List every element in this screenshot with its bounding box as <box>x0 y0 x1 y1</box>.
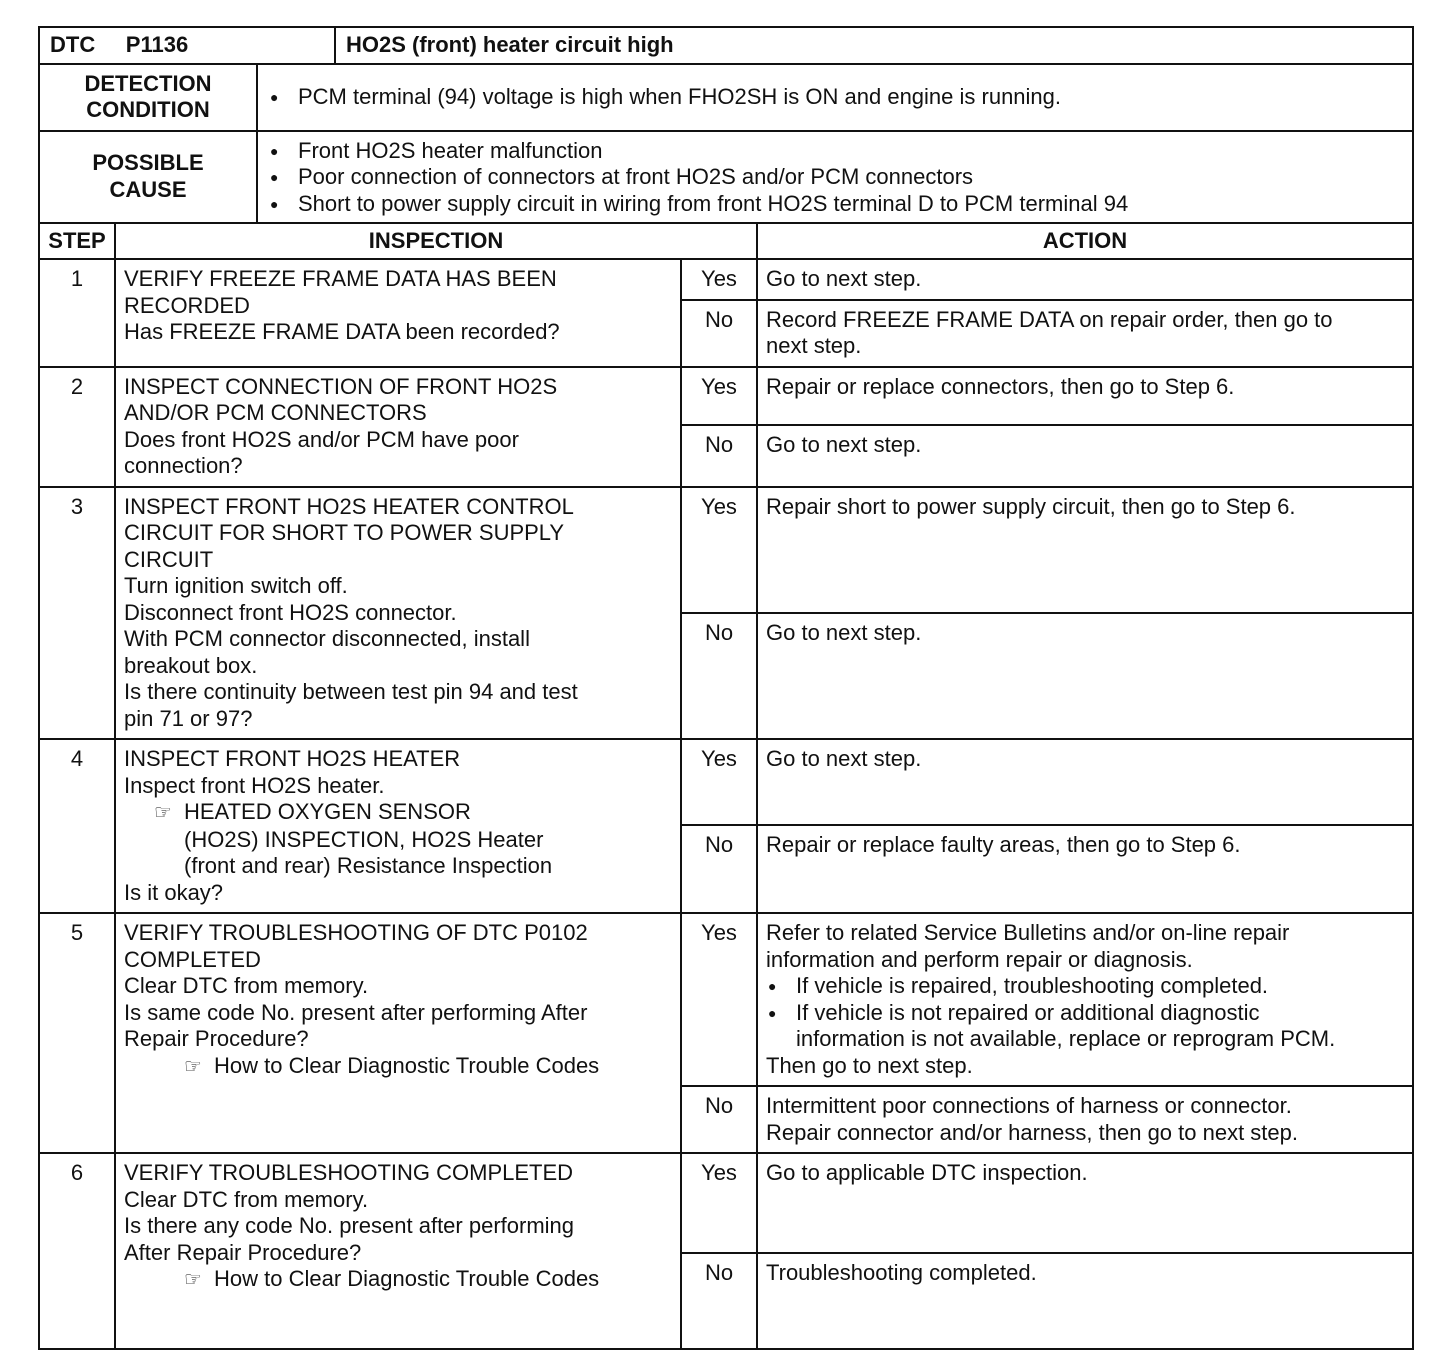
header-table <box>38 26 1414 65</box>
detection-text: ● PCM terminal (94) voltage is high when FHO2SH is ON and engine is running. <box>266 84 1404 111</box>
yes-action: Refer to related Service Bulletins and/or on-line repair information and perform repair or diagnosis. ● If vehicle is repaired, troubleshooting completed. ● If vehicle is not repaired or additional diagnostic information is not available, replace or reprogram PCM. Then go to next step. <box>757 913 1413 1086</box>
condition-table <box>38 63 1414 224</box>
dtc-code: P1136 <box>125 32 189 57</box>
yes-action: Repair short to power supply circuit, then go to Step 6. <box>757 487 1413 613</box>
no-action: Repair or replace faulty areas, then go to Step 6. <box>757 825 1413 913</box>
yes-label: Yes <box>681 739 757 825</box>
action-column-header: ACTION <box>757 223 1413 260</box>
reference-link[interactable]: How to Clear Diagnostic Trouble Codes <box>214 1052 600 1078</box>
yes-label: Yes <box>681 1153 757 1253</box>
no-action: Record FREEZE FRAME DATA on repair order, then go to next step. <box>757 300 1413 367</box>
no-label: No <box>681 1253 757 1349</box>
action-bullet: ● If vehicle is repaired, troubleshooting completed. <box>766 973 1404 1000</box>
yes-label: Yes <box>681 913 757 1086</box>
action-bullet: ● If vehicle is not repaired or additional diagnostic information is not available, replace or reprogram PCM. <box>766 1000 1404 1053</box>
step-inspection: INSPECT CONNECTION OF FRONT HO2S AND/OR PCM CONNECTORS Does front HO2S and/or PCM have poor connection? <box>115 367 681 487</box>
step-inspection: INSPECT FRONT HO2S HEATER CONTROL CIRCUIT FOR SHORT TO POWER SUPPLY CIRCUIT Turn ignition switch off. Disconnect front HO2S connector. With PCM connector disconnected, install breakout box. Is there continuity between test pin 94 and test pin 71 or 97? <box>115 487 681 740</box>
cause-list <box>257 131 1413 223</box>
step-number: 1 <box>39 259 115 367</box>
yes-action: Repair or replace connectors, then go to Step 6. <box>757 367 1413 426</box>
step-number: 5 <box>39 913 115 1153</box>
yes-action: Go to next step. <box>757 739 1413 825</box>
yes-action: Go to next step. <box>757 259 1413 300</box>
inspection-column-header: INSPECTION <box>115 223 757 260</box>
step-inspection: INSPECT FRONT HO2S HEATER Inspect front HO2S heater. ☞ HEATED OXYGEN SENSOR (HO2S) INSPECTION, HO2S Heater (front and rear) Resistance Inspection Is it okay? <box>115 739 681 913</box>
step-number: 6 <box>39 1153 115 1349</box>
yes-label: Yes <box>681 487 757 613</box>
step-number: 2 <box>39 367 115 487</box>
pointing-hand-icon: ☞ <box>184 1269 202 1291</box>
yes-action: Go to applicable DTC inspection. <box>757 1153 1413 1253</box>
step-inspection: VERIFY TROUBLESHOOTING COMPLETED Clear DTC from memory. Is there any code No. present after performing After Repair Procedure? ☞ How to Clear Diagnostic Trouble Codes <box>115 1153 681 1349</box>
dtc-label: DTC <box>50 32 96 57</box>
cause-item: ● Poor connection of connectors at front HO2S and/or PCM connectors <box>266 164 1404 191</box>
no-label: No <box>681 1086 757 1153</box>
no-action: Go to next step. <box>757 613 1413 739</box>
step-number: 4 <box>39 739 115 913</box>
pointing-hand-icon: ☞ <box>184 1055 202 1078</box>
step-column-header: STEP <box>39 223 115 260</box>
step-number: 3 <box>39 487 115 740</box>
steps-table <box>38 222 1414 1351</box>
cause-label: POSSIBLE CAUSE <box>39 131 257 223</box>
cause-item: ● Front HO2S heater malfunction <box>266 138 1404 165</box>
dtc-code-cell <box>39 27 335 64</box>
yes-label: Yes <box>681 367 757 426</box>
pointing-hand-icon: ☞ <box>154 802 172 824</box>
no-action: Intermittent poor connections of harness or connector. Repair connector and/or harness, then go to next step. <box>757 1086 1413 1153</box>
reference-link[interactable]: HEATED OXYGEN SENSOR <box>184 799 471 824</box>
dtc-sheet <box>38 26 1414 1350</box>
reference-link[interactable]: How to Clear Diagnostic Trouble Codes <box>214 1266 600 1291</box>
dtc-title: HO2S (front) heater circuit high <box>335 27 1413 64</box>
no-action: Troubleshooting completed. <box>757 1253 1413 1349</box>
no-action: Go to next step. <box>757 425 1413 486</box>
step-inspection: VERIFY TROUBLESHOOTING OF DTC P0102 COMPLETED Clear DTC from memory. Is same code No. present after performing After Repair Procedure? ☞ How to Clear Diagnostic Trouble Codes <box>115 913 681 1153</box>
detection-text-cell <box>257 64 1413 131</box>
no-label: No <box>681 425 757 486</box>
no-label: No <box>681 825 757 913</box>
no-label: No <box>681 300 757 367</box>
step-inspection: VERIFY FREEZE FRAME DATA HAS BEEN RECORDED Has FREEZE FRAME DATA been recorded? <box>115 259 681 367</box>
yes-label: Yes <box>681 259 757 300</box>
cause-item: ● Short to power supply circuit in wiring from front HO2S terminal D to PCM terminal 94 <box>266 191 1404 218</box>
detection-label: DETECTION CONDITION <box>39 64 257 131</box>
no-label: No <box>681 613 757 739</box>
